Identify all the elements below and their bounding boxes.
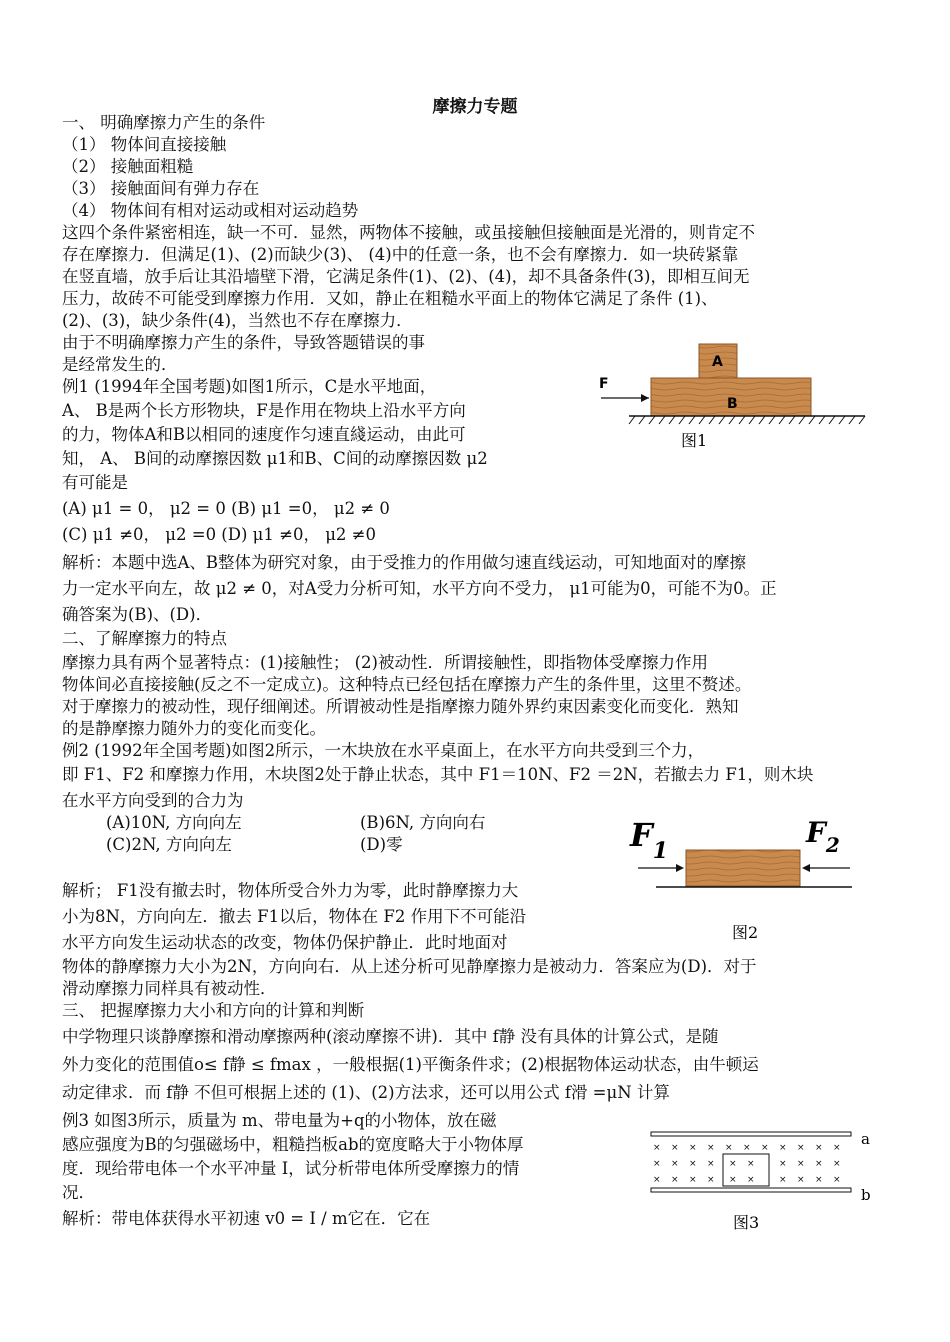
paragraph-line: 况．	[62, 1183, 95, 1202]
svg-text:×: ×	[671, 1175, 679, 1185]
figure-3-caption: 图3	[733, 1213, 760, 1232]
paragraph-line: 小为8N，方向向左．撤去 F1以后，物体在 F2 作用下不可能沿	[62, 907, 527, 926]
paragraph-line: 压力，故砖不可能受到摩擦力作用．又如，静止在粗糙水平面上的物体它满足了条件 (1)、	[62, 289, 718, 308]
example1-options-cd: (C) μ1 ≠0， μ2 =0 (D) μ1 ≠0， μ2 ≠0	[62, 525, 376, 544]
paragraph-line: 的力，物体A和B以相同的速度作匀速直綫运动，由此可	[62, 425, 466, 444]
paragraph-line: (2)、(3)，缺少条件(4)，当然也不存在摩擦力．	[62, 311, 413, 330]
condition-3: （3） 接触面间有弹力存在	[62, 179, 260, 198]
plate-a-label: a	[861, 1130, 870, 1148]
paragraph-line: A、 B是两个长方形物块，F是作用在物块上沿水平方向	[62, 401, 466, 420]
svg-text:×: ×	[689, 1143, 697, 1153]
force-f1-label: $F_1$	[630, 816, 669, 864]
plate-a	[651, 1132, 851, 1136]
paragraph-line: 感应强度为B的匀强磁场中，粗糙挡板ab的宽度略大于小物体厚	[62, 1135, 524, 1154]
svg-text:×: ×	[815, 1159, 823, 1169]
paragraph-line: 由于不明确摩擦力产生的条件，导致答题错误的事	[62, 333, 425, 352]
paragraph-line: 物体的静摩擦力大小为2N，方向向右．从上述分析可见静摩擦力是被动力．答案应为(D)．对于	[62, 957, 757, 976]
paragraph-line: 是经常发生的．	[62, 355, 178, 374]
section1-heading: 一、 明确摩擦力产生的条件	[62, 113, 266, 132]
svg-text:×: ×	[779, 1159, 787, 1169]
paragraph-line: 动定律求．而 f静 不但可根据上述的 (1)、(2)方法求，还可以用公式 f滑 =μN 计算	[62, 1083, 670, 1102]
paragraph-line: 解析； F1没有撤去时，物体所受合外力为零，此时静摩擦力大	[62, 881, 519, 900]
force-f2-label: $F_2$	[806, 816, 840, 857]
svg-text:×: ×	[689, 1159, 697, 1169]
svg-text:×: ×	[833, 1159, 841, 1169]
paragraph-line: 解析：带电体获得水平初速 v0 = I / m它在．它在	[62, 1209, 431, 1228]
paragraph-line: 度．现给带电体一个水平冲量 I，试分析带电体所受摩擦力的情	[62, 1159, 520, 1178]
condition-1: （1） 物体间直接接触	[62, 135, 227, 154]
example1-heading: 例1 (1994年全国考题)如图1所示，C是水平地面，	[62, 377, 437, 396]
svg-text:×: ×	[653, 1143, 661, 1153]
paragraph-line: 力一定水平向左，故 μ2 ≠ 0，对A受力分析可知，水平方向不受力， μ1可能为0，可能不为0。正	[62, 579, 777, 598]
paragraph-line: 在竖直墙，放手后让其沿墙壁下滑，它满足条件(1)、(2)、(4)，却不具备条件(3)，即相互间无	[62, 267, 750, 286]
paragraph-line: 在水平方向受到的合力为	[62, 791, 244, 810]
svg-text:×: ×	[815, 1175, 823, 1185]
paragraph-line: 滑动摩擦力同样具有被动性．	[62, 979, 277, 998]
svg-text:×: ×	[725, 1143, 733, 1153]
svg-text:×: ×	[815, 1143, 823, 1153]
paragraph-line: 外力变化的范围值o≤ f静 ≤ fmax ，一般根据(1)平衡条件求；(2)根据物体运动状态，由牛顿运	[62, 1055, 759, 1074]
paragraph-line: 物体间必直接接触(反之不一定成立)。这种特点已经包括在摩擦力产生的条件里，这里不赘述。	[62, 675, 752, 694]
svg-text:×: ×	[671, 1143, 679, 1153]
block-b-label: B	[727, 396, 738, 412]
example2-option-c: (C)2N, 方向向左	[106, 835, 232, 854]
figure-2	[620, 812, 870, 947]
svg-text:×: ×	[707, 1175, 715, 1185]
svg-text:×: ×	[689, 1175, 697, 1185]
svg-text:×: ×	[653, 1159, 661, 1169]
figure-3	[645, 1122, 885, 1237]
paragraph-line: 水平方向发生运动状态的改变，物体仍保护静止．此时地面对	[62, 933, 508, 952]
svg-text:×: ×	[747, 1175, 755, 1185]
document-title: 摩擦力专题	[432, 97, 518, 117]
ground-hatching	[629, 416, 865, 424]
svg-text:×: ×	[833, 1175, 841, 1185]
svg-text:×: ×	[743, 1143, 751, 1153]
condition-2: （2） 接触面粗糙	[62, 157, 194, 176]
plate-b	[651, 1188, 851, 1192]
figure-1-caption: 图1	[681, 431, 708, 450]
paragraph-line: 这四个条件紧密相连，缺一不可．显然，两物体不接触，或虽接触但接触面是光滑的，则肯定不	[62, 223, 755, 242]
paragraph-line: 解析：本题中选A、B整体为研究对象，由于受推力的作用做匀速直线运动，可知地面对的摩擦	[62, 553, 747, 572]
paragraph-line: 对于摩擦力的被动性，现仔细阐述。所谓被动性是指摩擦力随外界约束因素变化而变化．熟知	[62, 697, 739, 716]
plate-b-label: b	[861, 1186, 871, 1204]
example2-option-a: (A)10N, 方向向左	[106, 813, 242, 832]
paragraph-line: 的是静摩擦力随外力的变化而变化。	[62, 719, 326, 738]
paragraph-line: 摩擦力具有两个显著特点：(1)接触性； (2)被动性．所谓接触性，即指物体受摩擦力作用	[62, 653, 708, 672]
wooden-block	[686, 850, 800, 886]
magnetic-field-crosses	[653, 1143, 841, 1185]
paragraph-line: 存在摩擦力．但满足(1)、(2)而缺少(3)、 (4)中的任意一条，也不会有摩擦力．如一块砖紧靠	[62, 245, 739, 264]
svg-text:×: ×	[707, 1159, 715, 1169]
svg-text:×: ×	[761, 1143, 769, 1153]
figure-2-caption: 图2	[732, 923, 759, 942]
example2-heading: 例2 (1992年全国考题)如图2所示，一木块放在水平桌面上，在水平方向共受到三个力，	[62, 741, 705, 760]
svg-text:×: ×	[653, 1175, 661, 1185]
force-f-label: F	[599, 376, 609, 392]
svg-text:×: ×	[779, 1175, 787, 1185]
svg-text:×: ×	[779, 1143, 787, 1153]
paragraph-line: 即 F1、F2 和摩擦力作用，木块图2处于静止状态，其中 F1＝10N、F2 ＝2N，若撤去力 F1，则木块	[62, 765, 814, 784]
svg-text:×: ×	[797, 1175, 805, 1185]
example1-options-ab: (A) μ1 = 0， μ2 = 0 (B) μ1 =0， μ2 ≠ 0	[62, 499, 390, 518]
block-a-label: A	[712, 354, 723, 370]
svg-text:×: ×	[707, 1143, 715, 1153]
svg-text:×: ×	[833, 1143, 841, 1153]
svg-text:×: ×	[671, 1159, 679, 1169]
section2-heading: 二、了解摩擦力的特点	[62, 629, 227, 648]
example2-option-d: (D)零	[360, 835, 403, 854]
svg-text:×: ×	[797, 1159, 805, 1169]
paragraph-line: 有可能是	[62, 473, 128, 492]
section3-heading: 三、 把握摩擦力大小和方向的计算和判断	[62, 1001, 365, 1020]
svg-text:×: ×	[729, 1175, 737, 1185]
paragraph-line: 确答案为(B)、(D)．	[62, 605, 213, 624]
figure-1	[595, 338, 875, 458]
example2-option-b: (B)6N, 方向向右	[360, 813, 486, 832]
svg-text:×: ×	[797, 1143, 805, 1153]
svg-text:×: ×	[729, 1159, 737, 1169]
condition-4: （4） 物体间有相对运动或相对运动趋势	[62, 201, 359, 220]
svg-text:×: ×	[747, 1159, 755, 1169]
paragraph-line: 知， A、 B间的动摩擦因数 μ1和B、C间的动摩擦因数 μ2	[62, 449, 488, 468]
paragraph-line: 中学物理只谈静摩擦和滑动摩擦两种(滚动摩擦不讲)．其中 f静 没有具体的计算公式，是随	[62, 1027, 719, 1046]
example3-heading: 例3 如图3所示，质量为 m、带电量为+q的小物体，放在磁	[62, 1111, 497, 1130]
